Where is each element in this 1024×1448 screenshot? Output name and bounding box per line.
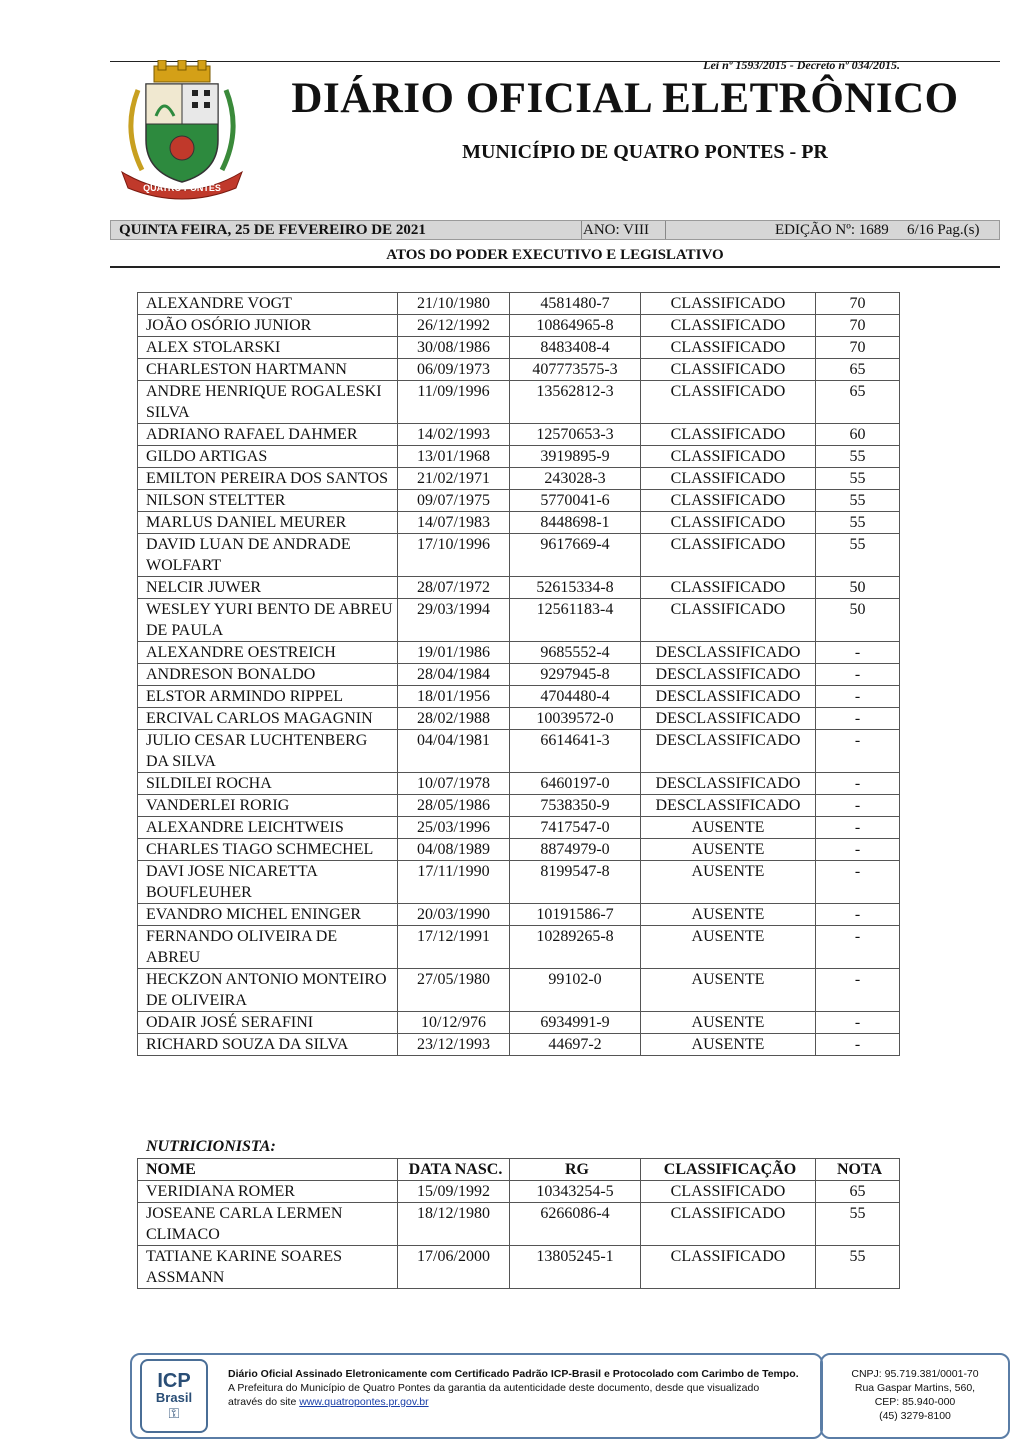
cell-score: - [816, 926, 900, 969]
cell-classification: AUSENTE [641, 926, 816, 969]
cep: CEP: 85.940-000 [874, 1396, 956, 1408]
cell-rg: 4581480-7 [510, 293, 641, 315]
cell-name: ALEXANDRE VOGT [138, 293, 398, 315]
table-row [138, 1181, 900, 1203]
edition-pages: 6/16 Pag.(s) [907, 222, 980, 238]
table-row [138, 293, 900, 315]
cell-birthdate: 28/04/1984 [398, 664, 510, 686]
cell-birthdate: 10/07/1978 [398, 773, 510, 795]
cell-rg: 243028-3 [510, 468, 641, 490]
cell-name: ADRIANO RAFAEL DAHMER [138, 424, 398, 446]
cell-name: MARLUS DANIEL MEURER [138, 512, 398, 534]
cell-birthdate: 04/04/1981 [398, 730, 510, 773]
cell-birthdate: 19/01/1986 [398, 642, 510, 664]
cell-score: - [816, 861, 900, 904]
cell-name: CHARLES TIAGO SCHMECHEL [138, 839, 398, 861]
cell-birthdate: 21/10/1980 [398, 293, 510, 315]
cell-birthdate: 14/07/1983 [398, 512, 510, 534]
table-row [138, 534, 900, 577]
table-row [138, 730, 900, 773]
cnpj: CNPJ: 95.719.381/0001-70 [851, 1368, 979, 1380]
table-row [138, 424, 900, 446]
cell-score: - [816, 664, 900, 686]
cell-birthdate: 11/09/1996 [398, 381, 510, 424]
edition-date: QUINTA FEIRA, 25 DE FEVEREIRO DE 2021 [119, 222, 426, 238]
cell-score: - [816, 730, 900, 773]
cell-rg: 52615334-8 [510, 577, 641, 599]
table-row [138, 664, 900, 686]
cell-rg: 10289265-8 [510, 926, 641, 969]
site-link[interactable]: www.quatropontes.pr.gov.br [299, 1396, 429, 1408]
cell-classification: CLASSIFICADO [641, 1203, 816, 1246]
nutritionist-table [137, 1158, 900, 1289]
cell-name: TATIANE KARINE SOARES ASSMANN [138, 1246, 398, 1289]
section-title: ATOS DO PODER EXECUTIVO E LEGISLATIVO [386, 247, 724, 263]
cell-birthdate: 27/05/1980 [398, 969, 510, 1012]
cell-name: ANDRESON BONALDO [138, 664, 398, 686]
cell-rg: 13805245-1 [510, 1246, 641, 1289]
cell-classification: DESCLASSIFICADO [641, 686, 816, 708]
cell-name: ANDRE HENRIQUE ROGALESKI SILVA [138, 381, 398, 424]
cell-rg: 6614641-3 [510, 730, 641, 773]
cell-birthdate: 26/12/1992 [398, 315, 510, 337]
cell-classification: DESCLASSIFICADO [641, 730, 816, 773]
cell-rg: 4704480-4 [510, 686, 641, 708]
cell-score: 55 [816, 490, 900, 512]
table-row [138, 599, 900, 642]
cell-birthdate: 18/01/1956 [398, 686, 510, 708]
cell-rg: 9297945-8 [510, 664, 641, 686]
col-header-name: NOME [138, 1159, 398, 1181]
cell-name: FERNANDO OLIVEIRA DE ABREU [138, 926, 398, 969]
cell-classification: AUSENTE [641, 1034, 816, 1056]
cell-classification: CLASSIFICADO [641, 337, 816, 359]
cell-name: DAVID LUAN DE ANDRADE WOLFART [138, 534, 398, 577]
table-row [138, 926, 900, 969]
cell-birthdate: 17/12/1991 [398, 926, 510, 969]
footer-certificate-box [130, 1353, 823, 1439]
cell-classification: DESCLASSIFICADO [641, 773, 816, 795]
cell-rg: 407773575-3 [510, 359, 641, 381]
cell-score: - [816, 773, 900, 795]
cell-name: ALEXANDRE OESTREICH [138, 642, 398, 664]
cell-name: NILSON STELTTER [138, 490, 398, 512]
cell-classification: AUSENTE [641, 1012, 816, 1034]
cell-score: 55 [816, 446, 900, 468]
cell-name: ALEX STOLARSKI [138, 337, 398, 359]
table-row [138, 817, 900, 839]
cell-birthdate: 14/02/1993 [398, 424, 510, 446]
cell-score: 70 [816, 337, 900, 359]
footer-contact-box [820, 1353, 1010, 1439]
cell-classification: AUSENTE [641, 969, 816, 1012]
table-row [138, 337, 900, 359]
cell-birthdate: 29/03/1994 [398, 599, 510, 642]
header-bottom-rule [110, 266, 1000, 268]
cell-rg: 44697-2 [510, 1034, 641, 1056]
table-row [138, 708, 900, 730]
cell-rg: 8874979-0 [510, 839, 641, 861]
cell-classification: CLASSIFICADO [641, 381, 816, 424]
cell-rg: 9685552-4 [510, 642, 641, 664]
cell-rg: 12570653-3 [510, 424, 641, 446]
table-row [138, 1034, 900, 1056]
cell-score: 50 [816, 577, 900, 599]
cell-birthdate: 13/01/1968 [398, 446, 510, 468]
cell-classification: CLASSIFICADO [641, 1181, 816, 1203]
cell-name: ERCIVAL CARLOS MAGAGNIN [138, 708, 398, 730]
edition-year: ANO: VIII [583, 222, 649, 238]
page-subtitle: MUNICÍPIO DE QUATRO PONTES - PR [462, 141, 828, 163]
col-header-birthdate: DATA NASC. [398, 1159, 510, 1181]
results-table [137, 292, 900, 1056]
cell-name: JOSEANE CARLA LERMEN CLIMACO [138, 1203, 398, 1246]
cell-score: 55 [816, 468, 900, 490]
cell-score: - [816, 817, 900, 839]
icp-brasil-logo: ICP Brasil ⚿ [140, 1359, 208, 1433]
cell-classification: DESCLASSIFICADO [641, 795, 816, 817]
cell-score: 50 [816, 599, 900, 642]
cell-classification: CLASSIFICADO [641, 1246, 816, 1289]
cell-rg: 10039572-0 [510, 708, 641, 730]
cell-birthdate: 25/03/1996 [398, 817, 510, 839]
cell-birthdate: 23/12/1993 [398, 1034, 510, 1056]
edition-number: EDIÇÃO Nº: 1689 [775, 222, 889, 238]
cell-name: GILDO ARTIGAS [138, 446, 398, 468]
band-separator [581, 221, 582, 239]
cell-score: - [816, 839, 900, 861]
cell-rg: 8448698-1 [510, 512, 641, 534]
table-row [138, 969, 900, 1012]
table-row [138, 490, 900, 512]
table-row [138, 315, 900, 337]
cell-rg: 99102-0 [510, 969, 641, 1012]
table-row [138, 861, 900, 904]
cell-name: ELSTOR ARMINDO RIPPEL [138, 686, 398, 708]
cell-rg: 12561183-4 [510, 599, 641, 642]
cell-classification: AUSENTE [641, 904, 816, 926]
cell-birthdate: 06/09/1973 [398, 359, 510, 381]
table-row [138, 1246, 900, 1289]
cell-score: - [816, 642, 900, 664]
cell-classification: CLASSIFICADO [641, 512, 816, 534]
cell-classification: DESCLASSIFICADO [641, 708, 816, 730]
col-header-score: NOTA [816, 1159, 900, 1181]
cell-name: JOÃO OSÓRIO JUNIOR [138, 315, 398, 337]
cell-classification: CLASSIFICADO [641, 424, 816, 446]
municipal-crest-logo [116, 60, 248, 200]
cell-name: JULIO CESAR LUCHTENBERG DA SILVA [138, 730, 398, 773]
table-row [138, 446, 900, 468]
cell-name: RICHARD SOUZA DA SILVA [138, 1034, 398, 1056]
cell-rg: 7538350-9 [510, 795, 641, 817]
cell-score: - [816, 969, 900, 1012]
cell-name: EVANDRO MICHEL ENINGER [138, 904, 398, 926]
cell-name: WESLEY YURI BENTO DE ABREU DE PAULA [138, 599, 398, 642]
cell-name: SILDILEI ROCHA [138, 773, 398, 795]
cell-classification: CLASSIFICADO [641, 468, 816, 490]
table-row [138, 839, 900, 861]
cell-classification: CLASSIFICADO [641, 577, 816, 599]
cell-classification: CLASSIFICADO [641, 293, 816, 315]
table-row [138, 1203, 900, 1246]
table-row [138, 381, 900, 424]
footer-certificate-text: Diário Oficial Assinado Eletronicamente com Certificado Padrão ICP-Brasil e Protocolado com Carimbo de Tempo. A Prefeitura do Município de Quatro Pontes da garantia da autenticidade deste documento, desde que visualizado através do site www.quatropontes.pr.gov.br [228, 1368, 799, 1408]
cell-score: 55 [816, 512, 900, 534]
key-icon: ⚿ [168, 1405, 180, 1421]
cell-rg: 6266086-4 [510, 1203, 641, 1246]
cell-classification: AUSENTE [641, 817, 816, 839]
col-header-rg: RG [510, 1159, 641, 1181]
cell-score: 55 [816, 1203, 900, 1246]
cell-rg: 7417547-0 [510, 817, 641, 839]
cell-rg: 6934991-9 [510, 1012, 641, 1034]
cell-classification: DESCLASSIFICADO [641, 664, 816, 686]
cell-rg: 8199547-8 [510, 861, 641, 904]
cell-name: EMILTON PEREIRA DOS SANTOS [138, 468, 398, 490]
cell-name: ODAIR JOSÉ SERAFINI [138, 1012, 398, 1034]
cell-classification: AUSENTE [641, 861, 816, 904]
cell-classification: DESCLASSIFICADO [641, 642, 816, 664]
cell-score: 65 [816, 359, 900, 381]
table-row [138, 642, 900, 664]
cell-rg: 13562812-3 [510, 381, 641, 424]
cell-score: 55 [816, 534, 900, 577]
cell-score: 60 [816, 424, 900, 446]
cell-classification: AUSENTE [641, 839, 816, 861]
cell-birthdate: 28/02/1988 [398, 708, 510, 730]
cell-birthdate: 17/11/1990 [398, 861, 510, 904]
cell-birthdate: 10/12/976 [398, 1012, 510, 1034]
cell-score: - [816, 1012, 900, 1034]
band-separator [665, 221, 666, 239]
cell-name: VERIDIANA ROMER [138, 1181, 398, 1203]
cell-classification: CLASSIFICADO [641, 599, 816, 642]
table-row [138, 577, 900, 599]
table-row [138, 1012, 900, 1034]
cell-rg: 5770041-6 [510, 490, 641, 512]
col-header-classification: CLASSIFICAÇÃO [641, 1159, 816, 1181]
table-row [138, 359, 900, 381]
cell-rg: 3919895-9 [510, 446, 641, 468]
cell-birthdate: 20/03/1990 [398, 904, 510, 926]
cell-name: ALEXANDRE LEICHTWEIS [138, 817, 398, 839]
cell-classification: CLASSIFICADO [641, 490, 816, 512]
table-row [138, 686, 900, 708]
cell-score: 65 [816, 1181, 900, 1203]
law-reference: Lei nº 1593/2015 - Decreto nº 034/2015. [703, 58, 900, 72]
table-row [138, 468, 900, 490]
svg-text:QUATRO PONTES: QUATRO PONTES [143, 183, 221, 193]
cell-rg: 6460197-0 [510, 773, 641, 795]
cell-score: - [816, 904, 900, 926]
cell-classification: CLASSIFICADO [641, 315, 816, 337]
edition-info-band [110, 220, 1000, 240]
cell-birthdate: 30/08/1986 [398, 337, 510, 359]
cell-birthdate: 15/09/1992 [398, 1181, 510, 1203]
cell-rg: 10191586-7 [510, 904, 641, 926]
cell-birthdate: 18/12/1980 [398, 1203, 510, 1246]
cell-name: NELCIR JUWER [138, 577, 398, 599]
cell-score: - [816, 708, 900, 730]
cell-birthdate: 21/02/1971 [398, 468, 510, 490]
cell-birthdate: 17/10/1996 [398, 534, 510, 577]
cell-score: 55 [816, 1246, 900, 1289]
page-title: DIÁRIO OFICIAL ELETRÔNICO [291, 75, 959, 122]
table-header-row [138, 1159, 900, 1181]
cell-birthdate: 17/06/2000 [398, 1246, 510, 1289]
cell-birthdate: 04/08/1989 [398, 839, 510, 861]
cell-score: - [816, 795, 900, 817]
table-row [138, 512, 900, 534]
cell-name: HECKZON ANTONIO MONTEIRO DE OLIVEIRA [138, 969, 398, 1012]
cell-name: VANDERLEI RORIG [138, 795, 398, 817]
cell-rg: 9617669-4 [510, 534, 641, 577]
nutritionist-heading: NUTRICIONISTA: [146, 1138, 276, 1155]
table-row [138, 773, 900, 795]
cell-score: - [816, 686, 900, 708]
cell-name: DAVI JOSE NICARETTA BOUFLEUHER [138, 861, 398, 904]
cell-birthdate: 09/07/1975 [398, 490, 510, 512]
cell-score: 70 [816, 315, 900, 337]
cell-classification: CLASSIFICADO [641, 359, 816, 381]
cell-classification: CLASSIFICADO [641, 534, 816, 577]
phone: (45) 3279-8100 [879, 1410, 951, 1422]
cell-score: 65 [816, 381, 900, 424]
cell-rg: 10343254-5 [510, 1181, 641, 1203]
address: Rua Gaspar Martins, 560, [854, 1382, 976, 1394]
cell-name: CHARLESTON HARTMANN [138, 359, 398, 381]
cell-rg: 8483408-4 [510, 337, 641, 359]
cell-rg: 10864965-8 [510, 315, 641, 337]
cell-birthdate: 28/07/1972 [398, 577, 510, 599]
table-row [138, 795, 900, 817]
cell-score: 70 [816, 293, 900, 315]
cell-classification: CLASSIFICADO [641, 446, 816, 468]
table-row [138, 904, 900, 926]
cell-birthdate: 28/05/1986 [398, 795, 510, 817]
cell-score: - [816, 1034, 900, 1056]
